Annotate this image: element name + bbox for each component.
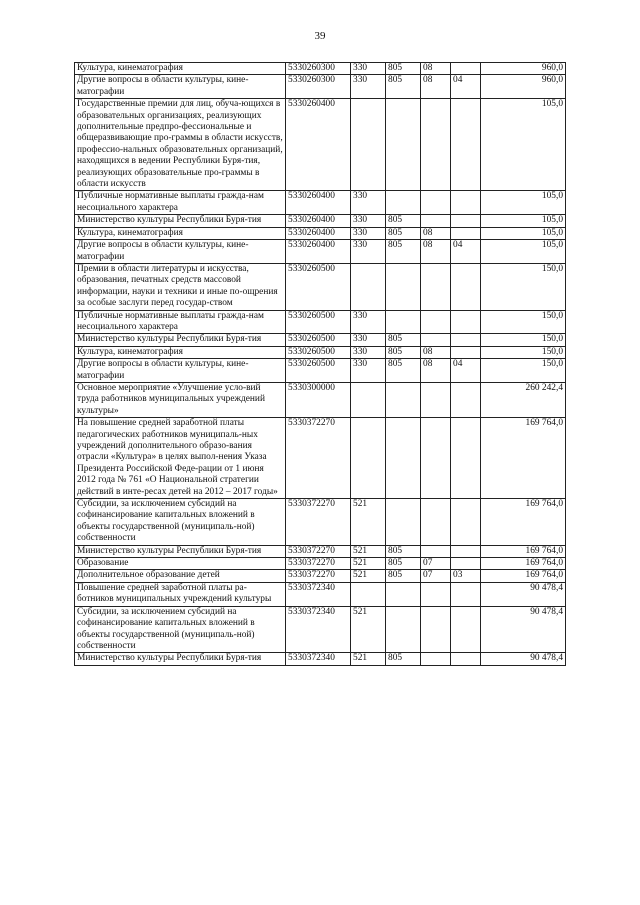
- target-article-cell: 5330260400: [286, 99, 351, 191]
- subsection-cell: [451, 310, 481, 334]
- expense-name-cell: Министерство культуры Республики Буря-тия: [75, 334, 286, 346]
- expense-name-cell: Государственные премии для лиц, обуча-ющихся в образовательных организациях, реализующих дополнительные предпро-фессиональные и общеразвивающие про-граммы в области искусств, профессио-нальных образовательных организаций, находящихся в ведении Республики Буря-тия, реализующих образовательные про-граммы в области искусств: [75, 99, 286, 191]
- expense-type-cell: 330: [351, 75, 386, 99]
- expense-type-cell: 521: [351, 558, 386, 570]
- section-cell: 08: [421, 240, 451, 264]
- table-row: [75, 418, 566, 499]
- table-row: [75, 191, 566, 215]
- section-cell: [421, 310, 451, 334]
- page-number: 39: [314, 30, 326, 42]
- subsection-cell: [451, 653, 481, 665]
- section-cell: [421, 653, 451, 665]
- budget-table-body: [75, 63, 566, 666]
- target-article-cell: 5330372270: [286, 570, 351, 582]
- table-row: [75, 570, 566, 582]
- target-article-cell: 5330372340: [286, 653, 351, 665]
- section-cell: 08: [421, 227, 451, 239]
- subsection-cell: [451, 346, 481, 358]
- expense-type-cell: 521: [351, 653, 386, 665]
- ministry-code-cell: 805: [386, 545, 421, 557]
- table-row: [75, 499, 566, 546]
- expense-name-cell: Культура, кинематография: [75, 346, 286, 358]
- subsection-cell: [451, 558, 481, 570]
- ministry-code-cell: 805: [386, 558, 421, 570]
- expense-name-cell: Публичные нормативные выплаты гражда-нам несоциального характера: [75, 310, 286, 334]
- amount-cell: 150,0: [481, 263, 566, 310]
- ministry-code-cell: 805: [386, 227, 421, 239]
- table-row: [75, 240, 566, 264]
- ministry-code-cell: [386, 263, 421, 310]
- subsection-cell: [451, 334, 481, 346]
- ministry-code-cell: 805: [386, 334, 421, 346]
- ministry-code-cell: [386, 99, 421, 191]
- expense-name-cell: Премии в области литературы и искусства, образования, печатных средств массовой информации, науки и техники и иные по-ощрения за особые заслуги перед государ-ством: [75, 263, 286, 310]
- expense-type-cell: 330: [351, 215, 386, 227]
- ministry-code-cell: [386, 582, 421, 606]
- amount-cell: 169 764,0: [481, 418, 566, 499]
- amount-cell: 90 478,4: [481, 606, 566, 653]
- expense-name-cell: Субсидии, за исключением субсидий на софинансирование капитальных вложений в объекты государственной (муниципаль-ной) собственности: [75, 606, 286, 653]
- expense-type-cell: [351, 263, 386, 310]
- target-article-cell: 5330260400: [286, 240, 351, 264]
- expense-name-cell: Образование: [75, 558, 286, 570]
- ministry-code-cell: [386, 418, 421, 499]
- expense-name-cell: Культура, кинематография: [75, 227, 286, 239]
- target-article-cell: 5330372270: [286, 545, 351, 557]
- amount-cell: 169 764,0: [481, 545, 566, 557]
- section-cell: [421, 334, 451, 346]
- amount-cell: 105,0: [481, 227, 566, 239]
- section-cell: [421, 582, 451, 606]
- table-row: [75, 334, 566, 346]
- expense-name-cell: Публичные нормативные выплаты гражда-нам несоциального характера: [75, 191, 286, 215]
- amount-cell: 105,0: [481, 99, 566, 191]
- expense-type-cell: 521: [351, 545, 386, 557]
- subsection-cell: [451, 63, 481, 75]
- expense-type-cell: 330: [351, 334, 386, 346]
- expense-type-cell: [351, 99, 386, 191]
- amount-cell: 90 478,4: [481, 653, 566, 665]
- subsection-cell: [451, 499, 481, 546]
- expense-type-cell: 521: [351, 499, 386, 546]
- ministry-code-cell: [386, 499, 421, 546]
- table-row: [75, 215, 566, 227]
- subsection-cell: [451, 545, 481, 557]
- ministry-code-cell: 805: [386, 570, 421, 582]
- target-article-cell: 5330372340: [286, 582, 351, 606]
- amount-cell: 150,0: [481, 359, 566, 383]
- subsection-cell: 04: [451, 359, 481, 383]
- section-cell: 08: [421, 359, 451, 383]
- amount-cell: 960,0: [481, 75, 566, 99]
- amount-cell: 105,0: [481, 191, 566, 215]
- section-cell: [421, 499, 451, 546]
- subsection-cell: [451, 191, 481, 215]
- amount-cell: 169 764,0: [481, 558, 566, 570]
- section-cell: [421, 382, 451, 417]
- subsection-cell: [451, 382, 481, 417]
- section-cell: [421, 545, 451, 557]
- table-row: [75, 310, 566, 334]
- table-row: [75, 263, 566, 310]
- target-article-cell: 5330260400: [286, 191, 351, 215]
- target-article-cell: 5330260500: [286, 263, 351, 310]
- ministry-code-cell: 805: [386, 346, 421, 358]
- table-row: [75, 359, 566, 383]
- subsection-cell: 04: [451, 75, 481, 99]
- expense-name-cell: Повышение средней заработной платы ра-ботников муниципальных учреждений культуры: [75, 582, 286, 606]
- expense-type-cell: 330: [351, 240, 386, 264]
- subsection-cell: [451, 227, 481, 239]
- amount-cell: 960,0: [481, 63, 566, 75]
- ministry-code-cell: [386, 191, 421, 215]
- section-cell: [421, 606, 451, 653]
- ministry-code-cell: [386, 310, 421, 334]
- table-row: [75, 346, 566, 358]
- subsection-cell: [451, 582, 481, 606]
- ministry-code-cell: 805: [386, 215, 421, 227]
- subsection-cell: 03: [451, 570, 481, 582]
- expense-name-cell: Другие вопросы в области культуры, кине-матографии: [75, 75, 286, 99]
- expense-name-cell: Министерство культуры Республики Буря-тия: [75, 653, 286, 665]
- section-cell: 07: [421, 558, 451, 570]
- expense-type-cell: 330: [351, 227, 386, 239]
- expense-type-cell: [351, 418, 386, 499]
- subsection-cell: [451, 99, 481, 191]
- target-article-cell: 5330260500: [286, 334, 351, 346]
- table-row: [75, 545, 566, 557]
- expense-name-cell: Министерство культуры Республики Буря-тия: [75, 545, 286, 557]
- section-cell: [421, 418, 451, 499]
- section-cell: [421, 99, 451, 191]
- expense-name-cell: Другие вопросы в области культуры, кине-матографии: [75, 240, 286, 264]
- table-row: [75, 653, 566, 665]
- ministry-code-cell: [386, 382, 421, 417]
- table-row: [75, 63, 566, 75]
- target-article-cell: 5330260400: [286, 227, 351, 239]
- subsection-cell: 04: [451, 240, 481, 264]
- expense-type-cell: 521: [351, 570, 386, 582]
- amount-cell: 150,0: [481, 310, 566, 334]
- target-article-cell: 5330372270: [286, 558, 351, 570]
- subsection-cell: [451, 263, 481, 310]
- subsection-cell: [451, 215, 481, 227]
- section-cell: [421, 215, 451, 227]
- table-row: [75, 75, 566, 99]
- section-cell: [421, 191, 451, 215]
- amount-cell: 260 242,4: [481, 382, 566, 417]
- expense-name-cell: Другие вопросы в области культуры, кине-матографии: [75, 359, 286, 383]
- amount-cell: 105,0: [481, 240, 566, 264]
- ministry-code-cell: 805: [386, 359, 421, 383]
- amount-cell: 150,0: [481, 346, 566, 358]
- table-row: [75, 582, 566, 606]
- expense-type-cell: 330: [351, 359, 386, 383]
- amount-cell: 169 764,0: [481, 499, 566, 546]
- expense-name-cell: Дополнительное образование детей: [75, 570, 286, 582]
- section-cell: 08: [421, 346, 451, 358]
- ministry-code-cell: 805: [386, 240, 421, 264]
- target-article-cell: 5330372340: [286, 606, 351, 653]
- section-cell: 07: [421, 570, 451, 582]
- target-article-cell: 5330260500: [286, 359, 351, 383]
- table-row: [75, 558, 566, 570]
- amount-cell: 90 478,4: [481, 582, 566, 606]
- amount-cell: 150,0: [481, 334, 566, 346]
- expense-type-cell: 330: [351, 310, 386, 334]
- expense-name-cell: Основное мероприятие «Улучшение усло-вий труда работников муниципальных учреждений культуры»: [75, 382, 286, 417]
- section-cell: [421, 263, 451, 310]
- target-article-cell: 5330372270: [286, 418, 351, 499]
- expense-name-cell: Культура, кинематография: [75, 63, 286, 75]
- ministry-code-cell: 805: [386, 63, 421, 75]
- target-article-cell: 5330260400: [286, 215, 351, 227]
- expense-name-cell: Министерство культуры Республики Буря-тия: [75, 215, 286, 227]
- target-article-cell: 5330260300: [286, 75, 351, 99]
- expense-type-cell: 330: [351, 63, 386, 75]
- budget-table: [74, 62, 566, 666]
- expense-type-cell: 521: [351, 606, 386, 653]
- target-article-cell: 5330260300: [286, 63, 351, 75]
- ministry-code-cell: 805: [386, 653, 421, 665]
- target-article-cell: 5330260500: [286, 346, 351, 358]
- subsection-cell: [451, 418, 481, 499]
- amount-cell: 169 764,0: [481, 570, 566, 582]
- expense-name-cell: Субсидии, за исключением субсидий на софинансирование капитальных вложений в объекты государственной (муниципаль-ной) собственности: [75, 499, 286, 546]
- expense-type-cell: 330: [351, 346, 386, 358]
- target-article-cell: 5330300000: [286, 382, 351, 417]
- amount-cell: 105,0: [481, 215, 566, 227]
- expense-type-cell: [351, 582, 386, 606]
- expense-type-cell: [351, 382, 386, 417]
- ministry-code-cell: [386, 606, 421, 653]
- ministry-code-cell: 805: [386, 75, 421, 99]
- expense-name-cell: На повышение средней заработной платы педагогических работников муниципаль-ных учреждений дополнительного образо-вания отрасли «Культура» в целях выпол-нения Указа Президента Российской Феде-рации от 1 июня 2012 года № 761 «О Национальной стратегии действий в инте-ресах детей на 2012 – 2017 годы»: [75, 418, 286, 499]
- expense-type-cell: 330: [351, 191, 386, 215]
- target-article-cell: 5330372270: [286, 499, 351, 546]
- subsection-cell: [451, 606, 481, 653]
- target-article-cell: 5330260500: [286, 310, 351, 334]
- table-row: [75, 382, 566, 417]
- table-row: [75, 99, 566, 191]
- table-row: [75, 606, 566, 653]
- section-cell: 08: [421, 63, 451, 75]
- table-row: [75, 227, 566, 239]
- section-cell: 08: [421, 75, 451, 99]
